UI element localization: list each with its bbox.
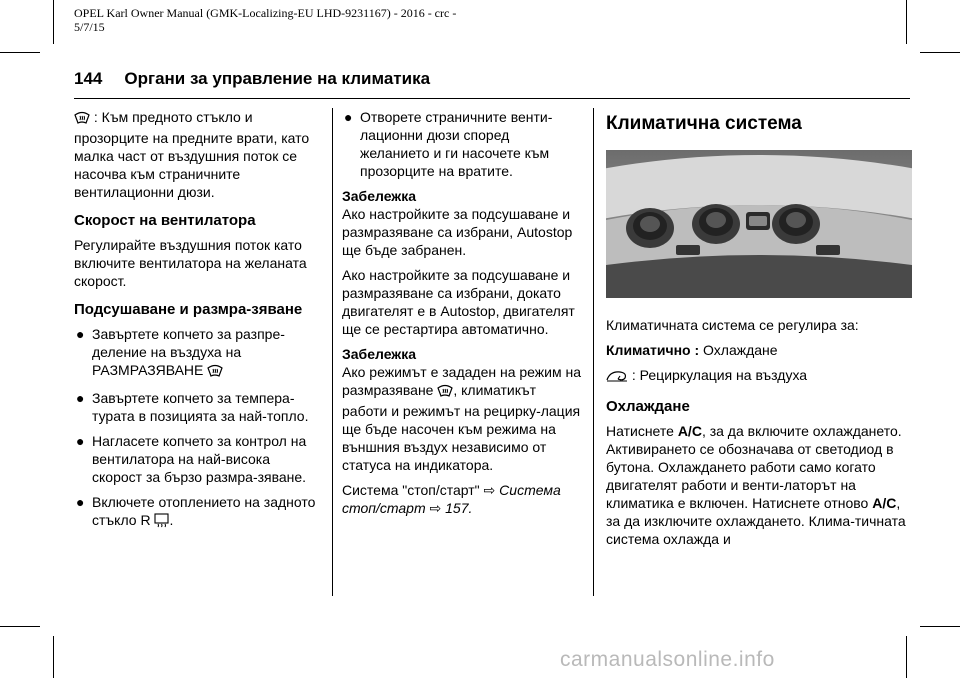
- list-item: [74, 325, 322, 382]
- ac-button-label: A/C: [677, 423, 702, 439]
- note-title: Забележка: [342, 188, 417, 204]
- cross-reference-page[interactable]: 157.: [445, 500, 473, 516]
- list-item: ● Включете отоплението на задното стъкло R .: [74, 493, 322, 532]
- crop-mark: [0, 52, 40, 53]
- cooling-text: [606, 422, 912, 548]
- crop-mark: [53, 0, 54, 44]
- crop-mark: [906, 636, 907, 678]
- document-info-line2: 5/7/15: [74, 20, 105, 34]
- section-title: Органи за управление на климатика: [124, 69, 431, 88]
- defrost-paragraph: [74, 108, 322, 201]
- note-text: Ако настройките за подсушаване и размразяване са избрани, Autostop ще бъде забранен.: [342, 206, 573, 258]
- cooling-text-part: Натиснете: [606, 423, 674, 439]
- note-text-part: , климатикът работи и режимът на рецирку-лация ще бъде насочен към режима на външния въздух независимо от статуса на индикатора.: [342, 382, 581, 473]
- cooling-text-part: , за да включите охлаждането. Активирането се обозначава от светодиод в бутона. Охлаждането работи само когато двигателят работи и венти-латорът на климатика е включен. Натиснете отново: [606, 423, 902, 511]
- list-item: [74, 432, 322, 486]
- bullet-dot: ●: [76, 390, 85, 406]
- cooling-text-part: , за да изключите охлаждането. Клима-тичната система охлажда и: [606, 495, 906, 547]
- rear-window-heating-icon: [154, 513, 169, 532]
- arrow-right-icon: ⇨: [429, 500, 442, 516]
- list-item: [342, 108, 582, 180]
- cross-reference-prefix: Система "стоп/старт": [342, 482, 480, 498]
- list-item-text: Отворете страничните венти-лационни дюзи според желанието и ги насочете към прозорците на вратите.: [360, 109, 553, 179]
- defrost-description: : Към предното стъкло и прозорците на предните врати, като малка част от въздушния поток се насочва към страничните вентилационни дюзи.: [74, 109, 310, 200]
- crop-mark: [920, 52, 960, 53]
- note-title: Забележка: [342, 346, 417, 362]
- demist-heading: Подсушаване и размра-зяване: [74, 301, 303, 318]
- column-left: [74, 108, 322, 539]
- document-info-line1: OPEL Karl Owner Manual (GMK-Localizing-EU LHD-9231167) - 2016 - crc -: [74, 6, 457, 20]
- note-text: Ако настройките за подсушаване и размразяване са избрани, докато двигателят е в Autostop, двигателят ще се рестартира автоматично.: [342, 267, 575, 337]
- list-item-text: Завъртете копчето за темпера-турата в позицията за най-топло.: [92, 390, 309, 424]
- column-divider: [332, 108, 333, 596]
- cooling-heading: Охлаждане: [606, 398, 690, 415]
- crop-mark: [0, 626, 40, 627]
- bullet-dot: ●: [76, 494, 85, 510]
- bullet-dot: ●: [76, 433, 85, 449]
- crop-mark: [53, 636, 54, 678]
- column-right: [606, 108, 912, 555]
- bullet-dot: ●: [76, 326, 85, 342]
- column-middle: [342, 108, 582, 524]
- arrow-right-icon: ⇨: [483, 482, 496, 498]
- climate-control-panel-photo: [606, 150, 912, 298]
- ac-value: Охлаждане: [703, 342, 778, 358]
- cross-reference-title[interactable]: Система стоп/старт: [342, 482, 561, 516]
- fan-speed-text: Регулирайте въздушния поток като включите вентилатора на желаната скорост.: [74, 237, 307, 289]
- list-item-text: Завъртете копчето за разпре-деление на въздуха на РАЗМРАЗЯВАНЕ: [92, 326, 285, 378]
- cross-reference[interactable]: [342, 481, 582, 517]
- list-item-text: Нагласете копчето за контрол на вентилатора на най-висока скорост за бързо размра-зяване.: [92, 433, 307, 485]
- list-item: [74, 389, 322, 425]
- document-info: [74, 6, 594, 34]
- page-number: 144: [74, 69, 103, 88]
- note-text-part: Ако режимът е зададен на режим на размразяване: [342, 364, 582, 398]
- watermark: carmanualsonline.info: [560, 648, 775, 671]
- crop-mark: [920, 626, 960, 627]
- header-rule: [74, 98, 910, 99]
- list-item-text: Включете отоплението на задното стъкло R: [92, 494, 316, 528]
- windscreen-defrost-icon: [437, 383, 453, 402]
- air-recirculation-icon: [606, 369, 628, 387]
- ac-button-label: A/C: [872, 495, 897, 511]
- bullet-dot: ●: [344, 109, 353, 125]
- ac-line: [606, 341, 912, 359]
- ac-label: Климатично :: [606, 342, 700, 358]
- recirculation-value: : Рециркулация на въздуха: [631, 367, 808, 383]
- climate-intro: Климатичната система се регулира за:: [606, 317, 859, 333]
- climate-system-heading: Климатична система: [606, 113, 802, 134]
- recirculation-line: [606, 366, 912, 387]
- fan-speed-heading: Скорост на вентилатора: [74, 212, 256, 229]
- column-divider: [593, 108, 594, 596]
- crop-mark: [906, 0, 907, 44]
- note-text: [342, 363, 582, 474]
- windscreen-defrost-icon: [74, 110, 90, 129]
- windscreen-defrost-icon: [207, 363, 223, 382]
- page-header: [74, 68, 910, 90]
